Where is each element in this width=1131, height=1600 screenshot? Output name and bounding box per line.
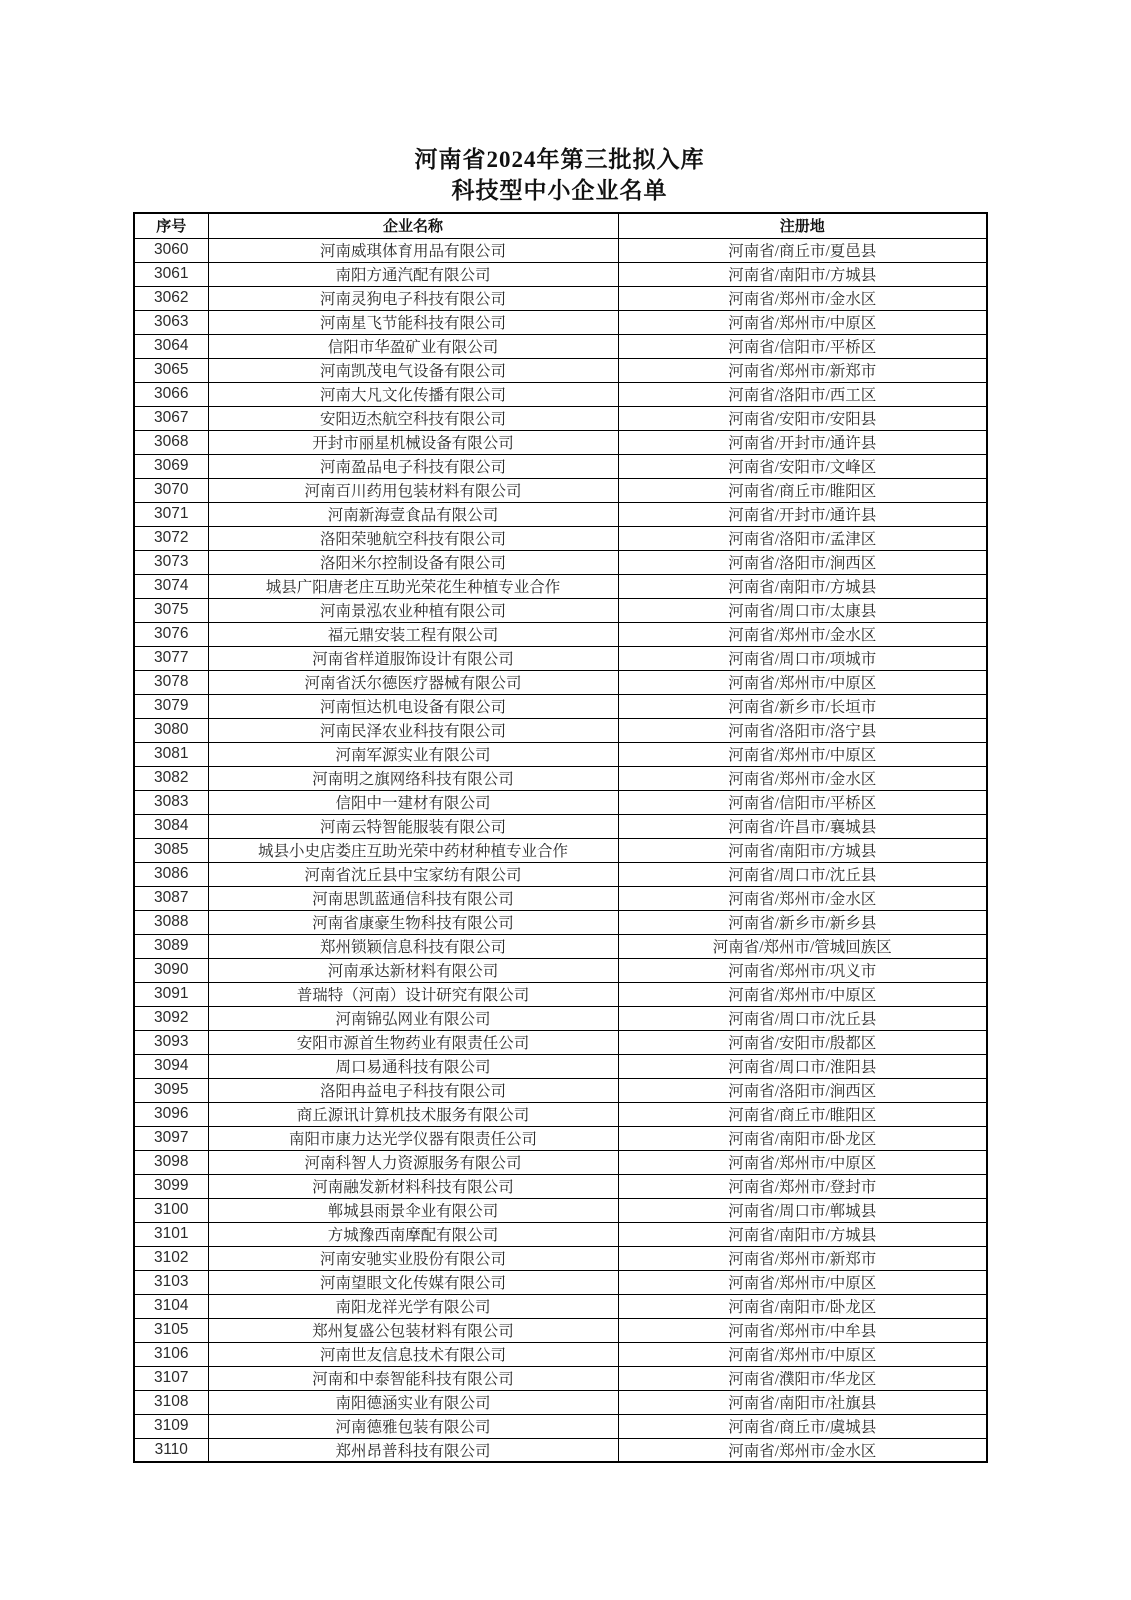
company-name-cell: 洛阳米尔控制设备有限公司	[208, 550, 618, 574]
serial-cell: 3074	[134, 574, 208, 598]
table-row	[134, 1246, 987, 1270]
table-row	[134, 310, 987, 334]
serial-cell: 3072	[134, 526, 208, 550]
serial-cell: 3100	[134, 1198, 208, 1222]
company-name-cell: 洛阳冉益电子科技有限公司	[208, 1078, 618, 1102]
location-cell: 河南省/周口市/太康县	[618, 598, 987, 622]
location-cell: 河南省/南阳市/方城县	[618, 262, 987, 286]
location-cell: 河南省/商丘市/虞城县	[618, 1414, 987, 1438]
table-row	[134, 1366, 987, 1390]
company-name-cell: 河南省沃尔德医疗器械有限公司	[208, 670, 618, 694]
table-header	[134, 213, 987, 238]
doc-title-line-2: 科技型中小企业名单	[451, 178, 668, 203]
location-cell: 河南省/郑州市/新郑市	[618, 358, 987, 382]
table-row	[134, 1318, 987, 1342]
company-name-cell: 周口易通科技有限公司	[208, 1054, 618, 1078]
table-row	[134, 550, 987, 574]
location-cell: 河南省/洛阳市/西工区	[618, 382, 987, 406]
serial-cell: 3107	[134, 1366, 208, 1390]
table-row	[134, 406, 987, 430]
table-row	[134, 1342, 987, 1366]
serial-cell: 3096	[134, 1102, 208, 1126]
table-row	[134, 694, 987, 718]
table-row	[134, 502, 987, 526]
serial-cell: 3061	[134, 262, 208, 286]
location-cell: 河南省/南阳市/卧龙区	[618, 1294, 987, 1318]
serial-cell: 3095	[134, 1078, 208, 1102]
company-name-cell: 河南灵狗电子科技有限公司	[208, 286, 618, 310]
company-name-cell: 河南德雅包装有限公司	[208, 1414, 618, 1438]
table-row	[134, 742, 987, 766]
location-cell: 河南省/商丘市/睢阳区	[618, 478, 987, 502]
serial-cell: 3105	[134, 1318, 208, 1342]
table-row	[134, 1414, 987, 1438]
company-name-cell: 河南大凡文化传播有限公司	[208, 382, 618, 406]
serial-cell: 3109	[134, 1414, 208, 1438]
location-cell: 河南省/南阳市/社旗县	[618, 1390, 987, 1414]
company-name-cell: 河南星飞节能科技有限公司	[208, 310, 618, 334]
location-cell: 河南省/周口市/项城市	[618, 646, 987, 670]
company-name-cell: 河南云特智能服装有限公司	[208, 814, 618, 838]
serial-cell: 3104	[134, 1294, 208, 1318]
location-cell: 河南省/郑州市/中原区	[618, 310, 987, 334]
table-row	[134, 982, 987, 1006]
serial-cell: 3073	[134, 550, 208, 574]
location-cell: 河南省/安阳市/殷都区	[618, 1030, 987, 1054]
table-row	[134, 1222, 987, 1246]
serial-cell: 3081	[134, 742, 208, 766]
company-name-cell: 城县广阳唐老庄互助光荣花生种植专业合作	[208, 574, 618, 598]
table-row	[134, 526, 987, 550]
serial-cell: 3062	[134, 286, 208, 310]
table-row	[134, 238, 987, 262]
table-row	[134, 574, 987, 598]
company-name-cell: 普瑞特（河南）设计研究有限公司	[208, 982, 618, 1006]
location-cell: 河南省/郑州市/中原区	[618, 742, 987, 766]
table-row	[134, 1078, 987, 1102]
table-row	[134, 1294, 987, 1318]
header-company-name: 企业名称	[208, 213, 618, 238]
location-cell: 河南省/南阳市/卧龙区	[618, 1126, 987, 1150]
company-name-cell: 郑州复盛公包装材料有限公司	[208, 1318, 618, 1342]
company-name-cell: 河南威琪体育用品有限公司	[208, 238, 618, 262]
company-name-cell: 安阳迈杰航空科技有限公司	[208, 406, 618, 430]
table-row	[134, 958, 987, 982]
table-row	[134, 766, 987, 790]
company-name-cell: 南阳龙祥光学有限公司	[208, 1294, 618, 1318]
serial-cell: 3067	[134, 406, 208, 430]
location-cell: 河南省/郑州市/中原区	[618, 670, 987, 694]
doc-title-line-1: 河南省2024年第三批拟入库	[414, 147, 705, 172]
serial-cell: 3060	[134, 238, 208, 262]
company-name-cell: 河南融发新材料科技有限公司	[208, 1174, 618, 1198]
table-row	[134, 1006, 987, 1030]
table-row	[134, 334, 987, 358]
serial-cell: 3084	[134, 814, 208, 838]
location-cell: 河南省/安阳市/文峰区	[618, 454, 987, 478]
serial-cell: 3071	[134, 502, 208, 526]
serial-cell: 3099	[134, 1174, 208, 1198]
serial-cell: 3075	[134, 598, 208, 622]
company-name-cell: 河南锦弘网业有限公司	[208, 1006, 618, 1030]
company-name-cell: 河南民泽农业科技有限公司	[208, 718, 618, 742]
serial-cell: 3088	[134, 910, 208, 934]
company-name-cell: 信阳市华盈矿业有限公司	[208, 334, 618, 358]
location-cell: 河南省/郑州市/金水区	[618, 1438, 987, 1462]
location-cell: 河南省/新乡市/新乡县	[618, 910, 987, 934]
company-name-cell: 城县小史店娄庄互助光荣中药材种植专业合作	[208, 838, 618, 862]
location-cell: 河南省/洛阳市/涧西区	[618, 550, 987, 574]
company-name-cell: 南阳方通汽配有限公司	[208, 262, 618, 286]
location-cell: 河南省/信阳市/平桥区	[618, 790, 987, 814]
location-cell: 河南省/郑州市/中原区	[618, 1342, 987, 1366]
company-name-cell: 郸城县雨景伞业有限公司	[208, 1198, 618, 1222]
serial-cell: 3065	[134, 358, 208, 382]
location-cell: 河南省/郑州市/中原区	[618, 1270, 987, 1294]
location-cell: 河南省/周口市/淮阳县	[618, 1054, 987, 1078]
companies-table	[133, 212, 988, 1463]
serial-cell: 3069	[134, 454, 208, 478]
location-cell: 河南省/郑州市/中原区	[618, 982, 987, 1006]
serial-cell: 3080	[134, 718, 208, 742]
serial-cell: 3070	[134, 478, 208, 502]
company-name-cell: 河南明之旗网络科技有限公司	[208, 766, 618, 790]
location-cell: 河南省/郑州市/新郑市	[618, 1246, 987, 1270]
company-name-cell: 河南凯茂电气设备有限公司	[208, 358, 618, 382]
location-cell: 河南省/周口市/沈丘县	[618, 862, 987, 886]
header-row	[134, 213, 987, 238]
company-name-cell: 南阳德涵实业有限公司	[208, 1390, 618, 1414]
table-row	[134, 910, 987, 934]
table-row	[134, 1270, 987, 1294]
company-name-cell: 河南军源实业有限公司	[208, 742, 618, 766]
company-name-cell: 河南省样道服饰设计有限公司	[208, 646, 618, 670]
table-row	[134, 1198, 987, 1222]
company-name-cell: 开封市丽星机械设备有限公司	[208, 430, 618, 454]
table-row	[134, 1054, 987, 1078]
serial-cell: 3092	[134, 1006, 208, 1030]
company-name-cell: 郑州昂普科技有限公司	[208, 1438, 618, 1462]
location-cell: 河南省/濮阳市/华龙区	[618, 1366, 987, 1390]
location-cell: 河南省/郑州市/管城回族区	[618, 934, 987, 958]
serial-cell: 3093	[134, 1030, 208, 1054]
serial-cell: 3068	[134, 430, 208, 454]
table-row	[134, 814, 987, 838]
company-name-cell: 方城豫西南摩配有限公司	[208, 1222, 618, 1246]
serial-cell: 3064	[134, 334, 208, 358]
serial-cell: 3090	[134, 958, 208, 982]
company-name-cell: 信阳中一建材有限公司	[208, 790, 618, 814]
serial-cell: 3097	[134, 1126, 208, 1150]
table-row	[134, 454, 987, 478]
table-row	[134, 286, 987, 310]
table-row	[134, 646, 987, 670]
company-name-cell: 河南世友信息技术有限公司	[208, 1342, 618, 1366]
company-name-cell: 河南思凯蓝通信科技有限公司	[208, 886, 618, 910]
company-name-cell: 河南望眼文化传媒有限公司	[208, 1270, 618, 1294]
table-row	[134, 1030, 987, 1054]
company-name-cell: 河南新海壹食品有限公司	[208, 502, 618, 526]
serial-cell: 3083	[134, 790, 208, 814]
serial-cell: 3082	[134, 766, 208, 790]
company-name-cell: 洛阳荣驰航空科技有限公司	[208, 526, 618, 550]
table-row	[134, 1102, 987, 1126]
table-row	[134, 1150, 987, 1174]
table-row	[134, 598, 987, 622]
table-row	[134, 670, 987, 694]
location-cell: 河南省/郑州市/中牟县	[618, 1318, 987, 1342]
location-cell: 河南省/许昌市/襄城县	[618, 814, 987, 838]
serial-cell: 3087	[134, 886, 208, 910]
serial-cell: 3102	[134, 1246, 208, 1270]
table-row	[134, 838, 987, 862]
company-name-cell: 河南百川药用包装材料有限公司	[208, 478, 618, 502]
location-cell: 河南省/郑州市/金水区	[618, 766, 987, 790]
serial-cell: 3078	[134, 670, 208, 694]
location-cell: 河南省/洛阳市/孟津区	[618, 526, 987, 550]
header-location: 注册地	[618, 213, 987, 238]
company-name-cell: 福元鼎安装工程有限公司	[208, 622, 618, 646]
table-row	[134, 478, 987, 502]
serial-cell: 3108	[134, 1390, 208, 1414]
location-cell: 河南省/开封市/通许县	[618, 502, 987, 526]
table-row	[134, 430, 987, 454]
serial-cell: 3098	[134, 1150, 208, 1174]
location-cell: 河南省/洛阳市/涧西区	[618, 1078, 987, 1102]
company-name-cell: 河南省沈丘县中宝家纺有限公司	[208, 862, 618, 886]
company-name-cell: 河南承达新材料有限公司	[208, 958, 618, 982]
serial-cell: 3103	[134, 1270, 208, 1294]
table-row	[134, 358, 987, 382]
location-cell: 河南省/商丘市/夏邑县	[618, 238, 987, 262]
location-cell: 河南省/郑州市/登封市	[618, 1174, 987, 1198]
serial-cell: 3066	[134, 382, 208, 406]
location-cell: 河南省/周口市/郸城县	[618, 1198, 987, 1222]
location-cell: 河南省/郑州市/金水区	[618, 886, 987, 910]
serial-cell: 3086	[134, 862, 208, 886]
header-serial: 序号	[134, 213, 208, 238]
location-cell: 河南省/安阳市/安阳县	[618, 406, 987, 430]
company-name-cell: 河南和中泰智能科技有限公司	[208, 1366, 618, 1390]
location-cell: 河南省/开封市/通许县	[618, 430, 987, 454]
serial-cell: 3085	[134, 838, 208, 862]
company-name-cell: 郑州锁颖信息科技有限公司	[208, 934, 618, 958]
location-cell: 河南省/洛阳市/洛宁县	[618, 718, 987, 742]
serial-cell: 3077	[134, 646, 208, 670]
table-row	[134, 1174, 987, 1198]
location-cell: 河南省/周口市/沈丘县	[618, 1006, 987, 1030]
location-cell: 河南省/郑州市/巩义市	[618, 958, 987, 982]
table-row	[134, 622, 987, 646]
table-row	[134, 1126, 987, 1150]
company-name-cell: 河南科智人力资源服务有限公司	[208, 1150, 618, 1174]
company-name-cell: 河南安驰实业股份有限公司	[208, 1246, 618, 1270]
table-body	[134, 238, 987, 1462]
table-row	[134, 934, 987, 958]
table-row	[134, 886, 987, 910]
location-cell: 河南省/郑州市/中原区	[618, 1150, 987, 1174]
location-cell: 河南省/信阳市/平桥区	[618, 334, 987, 358]
location-cell: 河南省/商丘市/睢阳区	[618, 1102, 987, 1126]
location-cell: 河南省/郑州市/金水区	[618, 286, 987, 310]
serial-cell: 3063	[134, 310, 208, 334]
location-cell: 河南省/南阳市/方城县	[618, 574, 987, 598]
serial-cell: 3094	[134, 1054, 208, 1078]
serial-cell: 3106	[134, 1342, 208, 1366]
table-row	[134, 862, 987, 886]
company-name-cell: 商丘源讯计算机技术服务有限公司	[208, 1102, 618, 1126]
serial-cell: 3101	[134, 1222, 208, 1246]
company-name-cell: 河南省康豪生物科技有限公司	[208, 910, 618, 934]
company-name-cell: 河南盈品电子科技有限公司	[208, 454, 618, 478]
serial-cell: 3089	[134, 934, 208, 958]
location-cell: 河南省/南阳市/方城县	[618, 1222, 987, 1246]
table-row	[134, 1390, 987, 1414]
table-row	[134, 1438, 987, 1462]
serial-cell: 3091	[134, 982, 208, 1006]
location-cell: 河南省/郑州市/金水区	[618, 622, 987, 646]
company-name-cell: 河南恒达机电设备有限公司	[208, 694, 618, 718]
company-name-cell: 南阳市康力达光学仪器有限责任公司	[208, 1126, 618, 1150]
table-row	[134, 382, 987, 406]
company-name-cell: 安阳市源首生物药业有限责任公司	[208, 1030, 618, 1054]
serial-cell: 3110	[134, 1438, 208, 1462]
table-row	[134, 718, 987, 742]
table-row	[134, 262, 987, 286]
location-cell: 河南省/南阳市/方城县	[618, 838, 987, 862]
serial-cell: 3076	[134, 622, 208, 646]
location-cell: 河南省/新乡市/长垣市	[618, 694, 987, 718]
serial-cell: 3079	[134, 694, 208, 718]
doc-title	[133, 0, 986, 206]
table-row	[134, 790, 987, 814]
company-name-cell: 河南景泓农业种植有限公司	[208, 598, 618, 622]
